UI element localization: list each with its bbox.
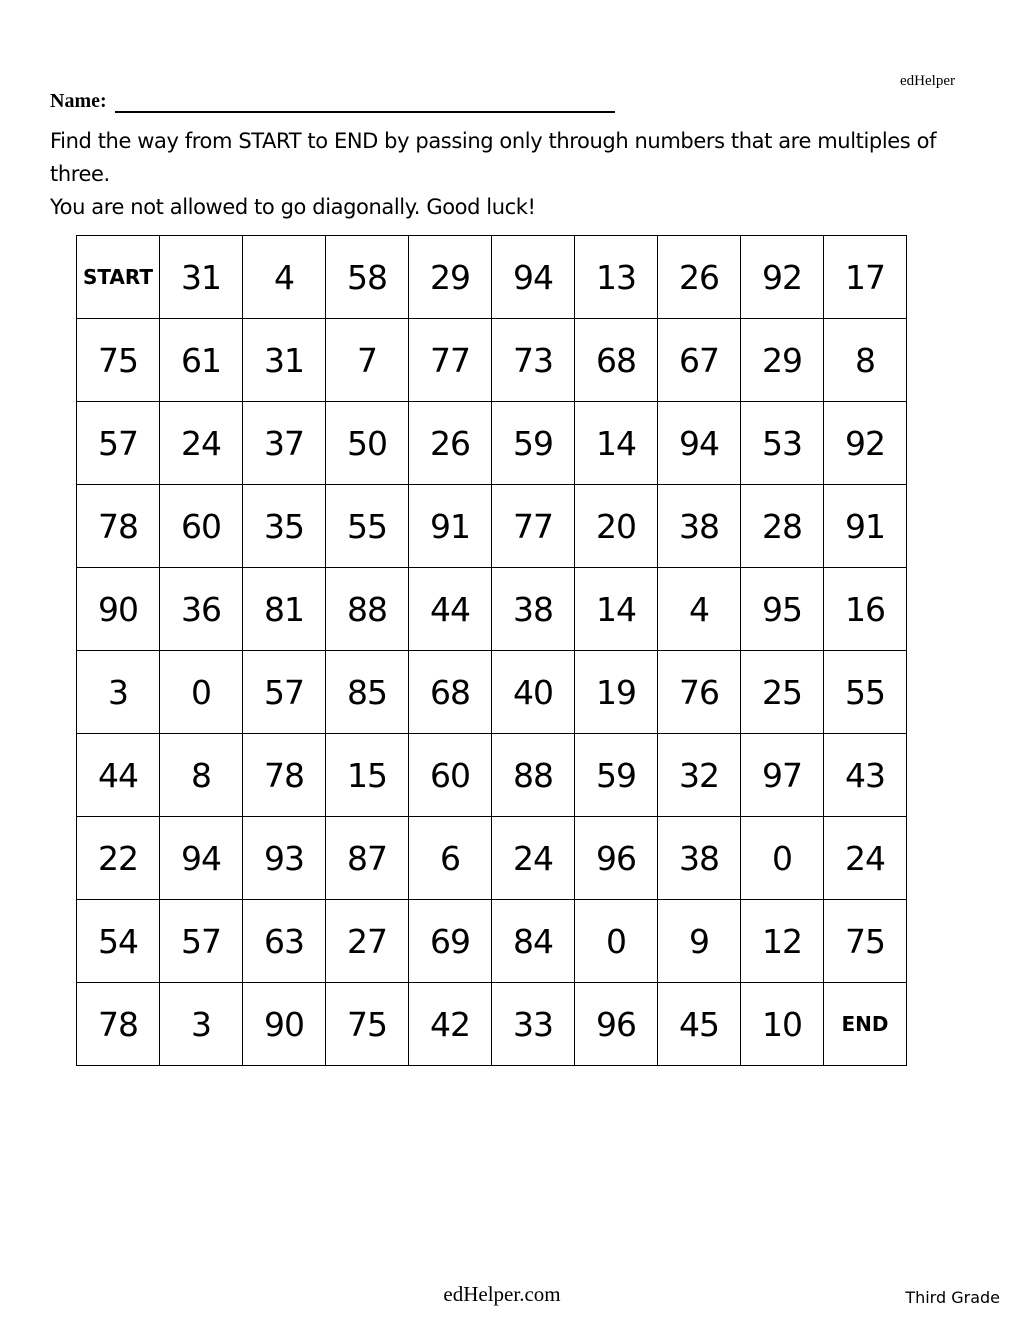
maze-cell[interactable]: 85 (326, 651, 409, 734)
maze-row (77, 402, 907, 485)
footer-site: edHelper.com (443, 1282, 561, 1306)
maze-cell[interactable]: 9 (658, 900, 741, 983)
maze-cell[interactable]: 43 (824, 734, 907, 817)
maze-cell[interactable]: 73 (492, 319, 575, 402)
brand-label: edHelper (900, 73, 955, 89)
maze-cell[interactable]: 97 (741, 734, 824, 817)
maze-cell[interactable]: 38 (492, 568, 575, 651)
maze-cell[interactable]: 55 (824, 651, 907, 734)
instruction-line-2: You are not allowed to go diagonally. Good luck! (50, 195, 536, 219)
maze-cell[interactable]: 92 (824, 402, 907, 485)
maze-cell[interactable]: 12 (741, 900, 824, 983)
maze-cell[interactable]: 32 (658, 734, 741, 817)
maze-cell[interactable]: 24 (160, 402, 243, 485)
maze-cell[interactable]: 84 (492, 900, 575, 983)
maze-cell[interactable]: 10 (741, 983, 824, 1066)
maze-cell[interactable]: 29 (409, 236, 492, 319)
maze-cell[interactable]: 14 (575, 402, 658, 485)
maze-cell[interactable]: 38 (658, 485, 741, 568)
maze-cell[interactable]: 88 (326, 568, 409, 651)
maze-cell[interactable]: 31 (243, 319, 326, 402)
maze-cell[interactable]: 4 (243, 236, 326, 319)
maze-cell[interactable]: 33 (492, 983, 575, 1066)
maze-cell[interactable]: 38 (658, 817, 741, 900)
maze-cell[interactable]: 75 (77, 319, 160, 402)
maze-cell[interactable]: 95 (741, 568, 824, 651)
maze-row (77, 817, 907, 900)
maze-cell[interactable]: 35 (243, 485, 326, 568)
maze-cell[interactable]: 67 (658, 319, 741, 402)
maze-cell[interactable]: 20 (575, 485, 658, 568)
maze-cell[interactable]: 40 (492, 651, 575, 734)
maze-cell[interactable]: 0 (160, 651, 243, 734)
maze-cell[interactable]: 57 (77, 402, 160, 485)
maze-cell[interactable]: 81 (243, 568, 326, 651)
name-field (50, 90, 615, 113)
maze-cell[interactable]: 57 (243, 651, 326, 734)
maze-cell[interactable]: 31 (160, 236, 243, 319)
maze-cell[interactable]: 94 (658, 402, 741, 485)
maze-cell[interactable]: 87 (326, 817, 409, 900)
maze-cell[interactable]: 26 (658, 236, 741, 319)
maze-cell[interactable]: 0 (575, 900, 658, 983)
maze-cell[interactable]: 4 (658, 568, 741, 651)
maze-cell[interactable]: 25 (741, 651, 824, 734)
maze-cell[interactable]: 77 (409, 319, 492, 402)
maze-cell[interactable]: 45 (658, 983, 741, 1066)
maze-cell[interactable]: 68 (575, 319, 658, 402)
maze-row (77, 485, 907, 568)
maze-cell[interactable]: 91 (409, 485, 492, 568)
maze-cell[interactable]: 15 (326, 734, 409, 817)
maze-cell[interactable]: 55 (326, 485, 409, 568)
maze-end-cell[interactable]: END (824, 983, 907, 1066)
maze-cell[interactable]: 69 (409, 900, 492, 983)
maze-cell[interactable]: 14 (575, 568, 658, 651)
maze-cell[interactable]: 58 (326, 236, 409, 319)
instruction-line-1: Find the way from START to END by passing only through numbers that are multiples of three. (50, 129, 937, 186)
maze-cell[interactable]: 42 (409, 983, 492, 1066)
maze-cell[interactable]: 88 (492, 734, 575, 817)
instructions (50, 125, 980, 224)
maze-cell[interactable]: 44 (409, 568, 492, 651)
footer-grade: Third Grade (905, 1288, 1000, 1307)
maze-cell[interactable]: 7 (326, 319, 409, 402)
maze-cell[interactable]: 8 (824, 319, 907, 402)
maze-cell[interactable]: 24 (492, 817, 575, 900)
maze-cell[interactable]: 24 (824, 817, 907, 900)
maze-cell[interactable]: 54 (77, 900, 160, 983)
maze-cell[interactable]: 19 (575, 651, 658, 734)
maze-cell[interactable]: 29 (741, 319, 824, 402)
maze-start-cell[interactable]: START (77, 236, 160, 319)
maze-cell[interactable]: 78 (77, 485, 160, 568)
name-label: Name: (50, 90, 107, 112)
name-line[interactable] (115, 93, 615, 113)
maze-cell[interactable]: 94 (492, 236, 575, 319)
maze-cell[interactable]: 37 (243, 402, 326, 485)
maze-cell[interactable]: 17 (824, 236, 907, 319)
maze-cell[interactable]: 60 (160, 485, 243, 568)
maze-cell[interactable]: 63 (243, 900, 326, 983)
maze-cell[interactable]: 91 (824, 485, 907, 568)
maze-cell[interactable]: 75 (824, 900, 907, 983)
maze-cell[interactable]: 57 (160, 900, 243, 983)
maze-cell[interactable]: 28 (741, 485, 824, 568)
maze-row (77, 319, 907, 402)
maze-cell[interactable]: 3 (77, 651, 160, 734)
maze-cell[interactable]: 94 (160, 817, 243, 900)
maze-row (77, 236, 907, 319)
maze-cell[interactable]: 8 (160, 734, 243, 817)
maze-cell[interactable]: 3 (160, 983, 243, 1066)
maze-cell[interactable]: 6 (409, 817, 492, 900)
maze-row (77, 651, 907, 734)
maze-cell[interactable]: 0 (741, 817, 824, 900)
maze-cell[interactable]: 16 (824, 568, 907, 651)
maze-cell[interactable]: 96 (575, 817, 658, 900)
maze-cell[interactable]: 59 (575, 734, 658, 817)
maze-cell[interactable]: 27 (326, 900, 409, 983)
maze-cell[interactable]: 22 (77, 817, 160, 900)
maze-cell[interactable]: 90 (243, 983, 326, 1066)
maze-cell[interactable]: 53 (741, 402, 824, 485)
maze-row (77, 900, 907, 983)
maze-cell[interactable]: 93 (243, 817, 326, 900)
maze-row (77, 983, 907, 1066)
maze-cell[interactable]: 36 (160, 568, 243, 651)
maze-cell[interactable]: 59 (492, 402, 575, 485)
maze-row (77, 734, 907, 817)
maze-cell[interactable]: 50 (326, 402, 409, 485)
maze-cell[interactable]: 75 (326, 983, 409, 1066)
maze-cell[interactable]: 96 (575, 983, 658, 1066)
maze-cell[interactable]: 26 (409, 402, 492, 485)
maze-cell[interactable]: 60 (409, 734, 492, 817)
maze-cell[interactable]: 92 (741, 236, 824, 319)
maze-cell[interactable]: 77 (492, 485, 575, 568)
maze-cell[interactable]: 78 (77, 983, 160, 1066)
maze-cell[interactable]: 44 (77, 734, 160, 817)
maze-cell[interactable]: 68 (409, 651, 492, 734)
maze-cell[interactable]: 13 (575, 236, 658, 319)
maze-cell[interactable]: 90 (77, 568, 160, 651)
maze-row (77, 568, 907, 651)
maze-cell[interactable]: 61 (160, 319, 243, 402)
number-maze-grid (76, 235, 907, 1066)
maze-cell[interactable]: 78 (243, 734, 326, 817)
maze-cell[interactable]: 76 (658, 651, 741, 734)
